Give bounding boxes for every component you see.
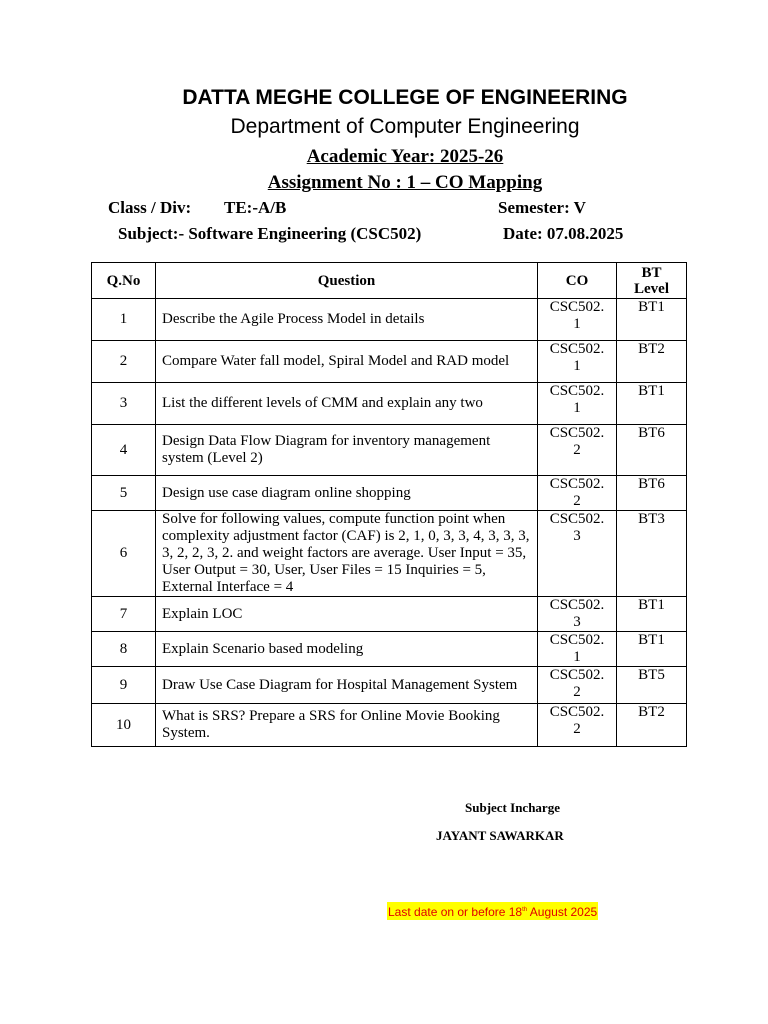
table-row	[92, 667, 687, 704]
table-row	[92, 341, 687, 383]
row-co: CSC502. 1	[538, 632, 617, 667]
row-number: 5	[92, 476, 156, 511]
table-row	[92, 597, 687, 632]
question-rows	[92, 299, 687, 747]
row-question: List the different levels of CMM and explain any two	[156, 383, 538, 425]
question-table	[91, 262, 687, 747]
class-value: TE:-A/B	[224, 198, 287, 217]
row-co: CSC502. 2	[538, 667, 617, 704]
row-bt-level: BT3	[617, 511, 687, 597]
row-bt-level: BT5	[617, 667, 687, 704]
class-label: Class / Div:	[108, 198, 192, 217]
row-number: 6	[92, 511, 156, 597]
row-co: CSC502. 2	[538, 704, 617, 747]
row-co: CSC502. 2	[538, 476, 617, 511]
row-question: Draw Use Case Diagram for Hospital Management System	[156, 667, 538, 704]
row-question: Describe the Agile Process Model in details	[156, 299, 538, 341]
row-question: Explain Scenario based modeling	[156, 632, 538, 667]
row-number: 4	[92, 425, 156, 476]
row-co: CSC502. 2	[538, 425, 617, 476]
header-question: Question	[156, 263, 538, 299]
subject-incharge-label: Subject Incharge	[465, 800, 560, 815]
table-row	[92, 299, 687, 341]
row-co: CSC502. 1	[538, 299, 617, 341]
row-number: 9	[92, 667, 156, 704]
row-bt-level: BT2	[617, 341, 687, 383]
row-question: Solve for following values, compute function point when complexity adjustment factor (CAF) is 2, 1, 0, 3, 3, 4, 3, 3, 3, 3, 2, 2, 3, 2. and weight factors are average. User Input = 35, User Output = 30, User, User Files = 15 Inquiries = 5, External Interface = 4	[156, 511, 538, 597]
row-co: CSC502. 3	[538, 597, 617, 632]
subject: Subject:- Software Engineering (CSC502)	[118, 224, 422, 243]
row-number: 2	[92, 341, 156, 383]
row-bt-level: BT2	[617, 704, 687, 747]
row-number: 7	[92, 597, 156, 632]
row-question: Compare Water fall model, Spiral Model and RAD model	[156, 341, 538, 383]
last-date-note	[387, 902, 598, 920]
table-row	[92, 632, 687, 667]
table-row	[92, 476, 687, 511]
table-row	[92, 383, 687, 425]
header-qno: Q.No	[92, 263, 156, 299]
row-bt-level: BT6	[617, 476, 687, 511]
row-number: 10	[92, 704, 156, 747]
row-number: 8	[92, 632, 156, 667]
row-co: CSC502. 1	[538, 341, 617, 383]
date: Date: 07.08.2025	[503, 224, 624, 243]
row-question: Design Data Flow Diagram for inventory management system (Level 2)	[156, 425, 538, 476]
row-number: 1	[92, 299, 156, 341]
college-name: DATTA MEGHE COLLEGE OF ENGINEERING	[182, 86, 628, 109]
last-date-suffix: August 2025	[527, 905, 598, 919]
last-date-sup: th	[522, 907, 528, 913]
row-co: CSC502. 1	[538, 383, 617, 425]
row-co: CSC502. 3	[538, 511, 617, 597]
header-bt-level: BT Level	[617, 263, 687, 299]
row-bt-level: BT1	[617, 597, 687, 632]
row-question: What is SRS? Prepare a SRS for Online Movie Booking System.	[156, 704, 538, 747]
academic-year: Academic Year: 2025-26	[306, 146, 504, 167]
department-name: Department of Computer Engineering	[230, 115, 580, 138]
table-row	[92, 704, 687, 747]
row-bt-level: BT1	[617, 632, 687, 667]
row-question: Design use case diagram online shopping	[156, 476, 538, 511]
table-row	[92, 425, 687, 476]
subject-incharge-name: JAYANT SAWARKAR	[436, 828, 564, 843]
assignment-title: Assignment No : 1 – CO Mapping	[267, 172, 543, 193]
semester: Semester: V	[498, 198, 586, 217]
row-bt-level: BT6	[617, 425, 687, 476]
row-bt-level: BT1	[617, 299, 687, 341]
row-bt-level: BT1	[617, 383, 687, 425]
row-question: Explain LOC	[156, 597, 538, 632]
row-number: 3	[92, 383, 156, 425]
last-date-prefix: Last date on or before 18	[388, 905, 523, 919]
header-co: CO	[538, 263, 617, 299]
table-row	[92, 511, 687, 597]
